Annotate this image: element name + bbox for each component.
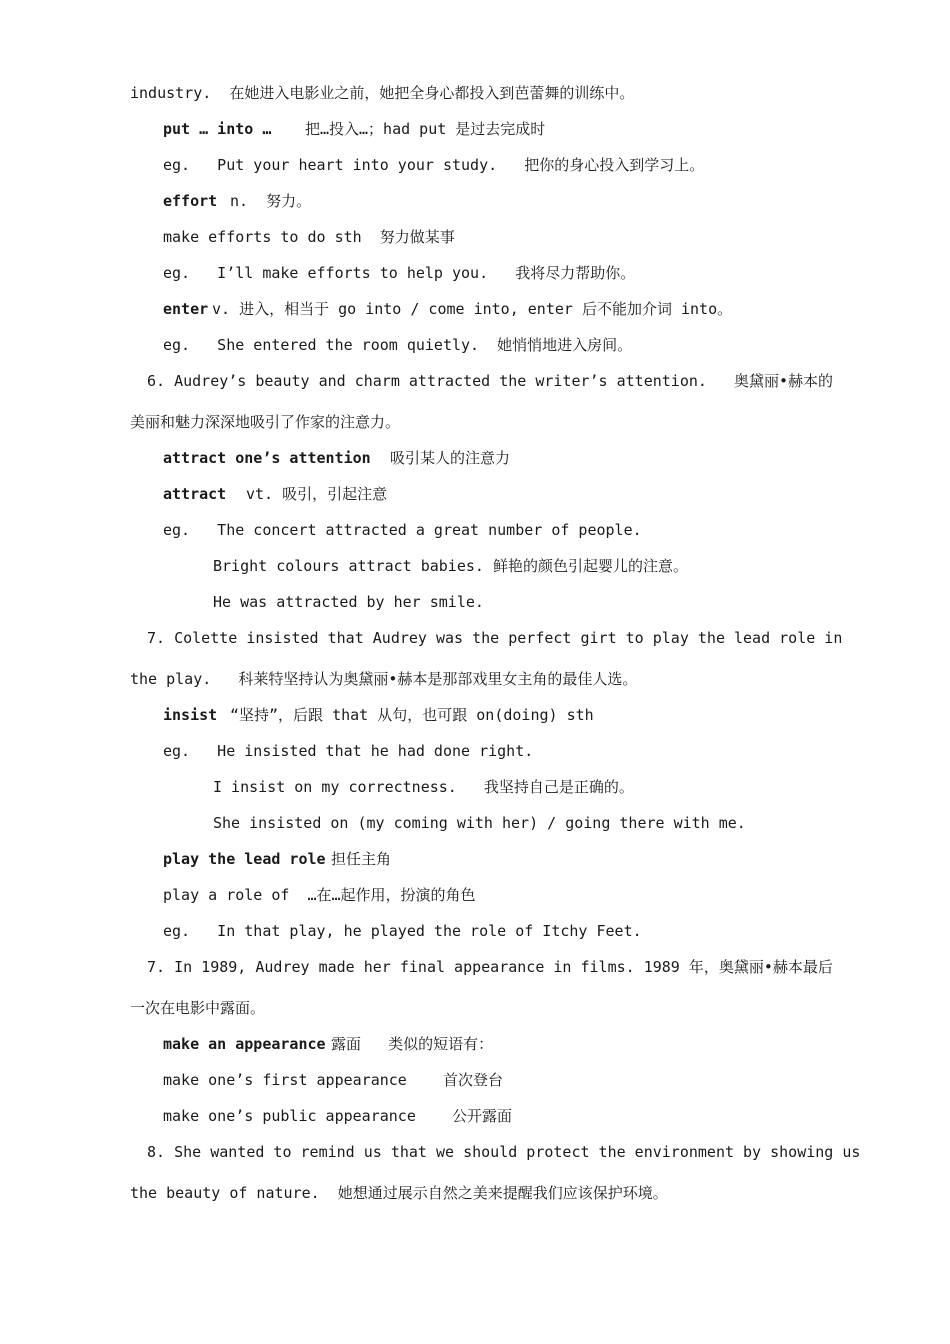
text-line: make one’s public appearance 公开露面 [163,1107,512,1125]
text-line: play a role of …在…起作用，扮演的角色 [163,886,476,904]
example-line: eg. In that play, he played the role of Itchy Feet. [163,922,642,940]
phrase-definition: n. 努力。 [230,192,312,210]
phrase-definition: vt. 吸引，引起注意 [246,485,388,503]
text-line: the play. 科莱特坚持认为奥黛丽•赫本是那部戏里女主角的最佳人选。 [130,670,638,688]
text-line: make one’s first appearance 首次登台 [163,1071,503,1089]
phrase-definition: 把…投入…；had put 是过去完成时 [305,120,546,138]
example-line: eg. He insisted that he had done right. [163,742,534,760]
example-line: eg. Put your heart into your study. 把你的身心投入到学习上。 [163,156,705,174]
example-line: eg. She entered the room quietly. 她悄悄地进入房间。 [163,336,633,354]
phrase-definition: “坚持”，后跟 that 从句，也可跟 on(doing) sth [230,706,594,724]
example-line: She insisted on (my coming with her) / going there with me. [213,814,746,832]
sentence-item: 6. Audrey’s beauty and charm attracted the writer’s attention. 奥黛丽•赫本的 [147,372,834,390]
example-line: eg. I’ll make efforts to help you. 我将尽力帮助你。 [163,264,636,282]
phrase-heading: put … into … [163,120,272,138]
text-line: the beauty of nature. 她想通过展示自然之美来提醒我们应该保护环境。 [130,1184,668,1202]
text-line: industry. 在她进入电影业之前，她把全身心都投入到芭蕾舞的训练中。 [130,84,635,102]
phrase-definition: 吸引某人的注意力 [390,449,511,467]
sentence-item: 7. Colette insisted that Audrey was the perfect girt to play the lead role in [147,629,843,647]
phrase-heading: insist [163,706,218,724]
phrase-definition: v. 进入，相当于 go into / come into, enter 后不能加介词 into。 [212,300,733,318]
example-line: Bright colours attract babies. 鲜艳的颜色引起婴儿的注意。 [213,557,688,575]
phrase-heading: enter [163,300,209,318]
phrase-heading: play the lead role [163,850,326,868]
phrase-definition: 露面 类似的短语有： [331,1035,494,1053]
example-line: I insist on my correctness. 我坚持自己是正确的。 [213,778,634,796]
phrase-definition: 担任主角 [331,850,392,868]
sentence-item: 8. She wanted to remind us that we should protect the environment by showing us [147,1143,861,1161]
sentence-item: 7. In 1989, Audrey made her final appearance in films. 1989 年，奥黛丽•赫本最后 [147,958,833,976]
text-line: 美丽和魅力深深地吸引了作家的注意力。 [130,413,401,431]
text-line: make efforts to do sth 努力做某事 [163,228,455,246]
example-line: eg. The concert attracted a great number of people. [163,521,642,539]
phrase-heading: attract one’s attention [163,449,371,467]
text-line: 一次在电影中露面。 [130,999,266,1017]
phrase-heading: attract [163,485,227,503]
phrase-heading: effort [163,192,218,210]
example-line: He was attracted by her smile. [213,593,484,611]
phrase-heading: make an appearance [163,1035,326,1053]
